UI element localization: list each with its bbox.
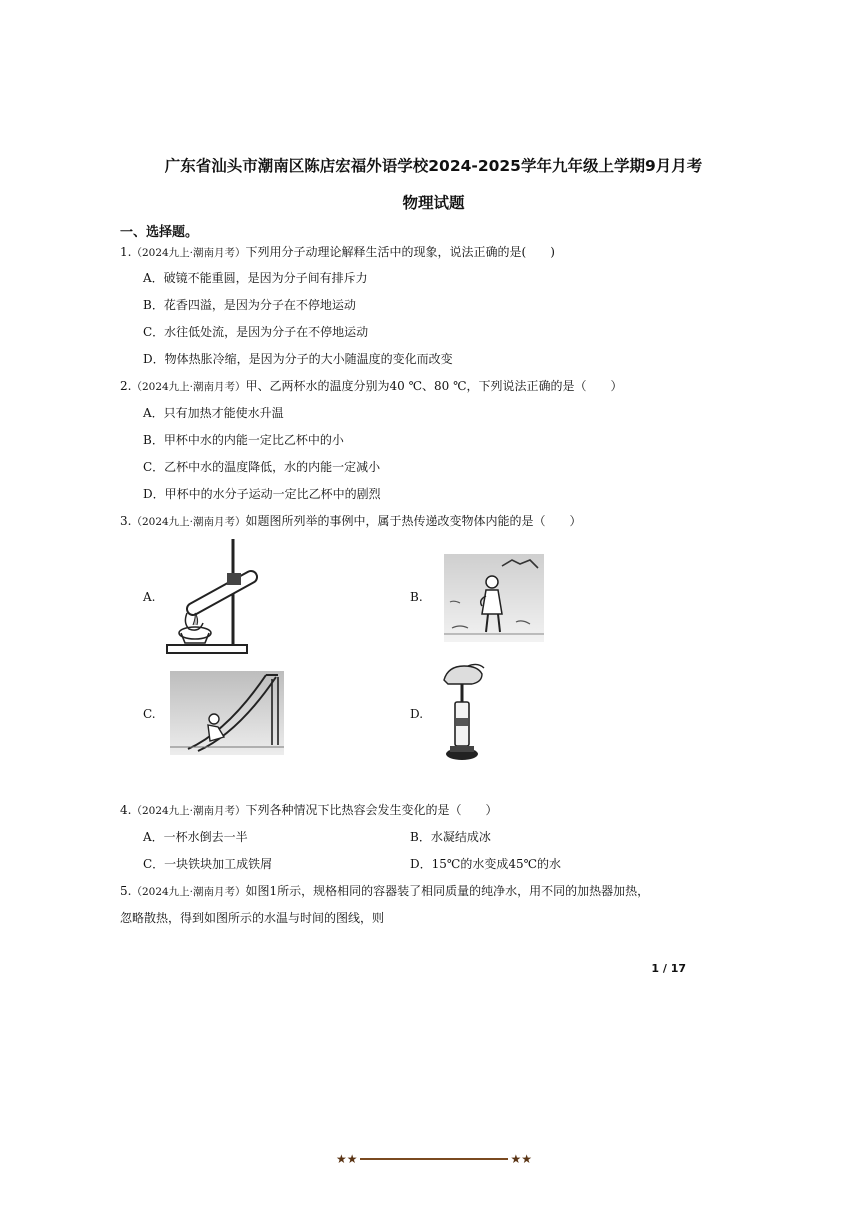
question-1 [120,243,555,260]
page-number: 1 / 17 [651,962,686,975]
q3-label-c: C. [143,707,156,721]
q1-option-d: D．物体热胀冷缩，是因为分子的大小随温度的变化而改变 [143,352,453,366]
question-5-continued: 忽略散热，得到如图所示的水温与时间的图线，则 [120,911,385,925]
q2-option-b: B．甲杯中水的内能一定比乙杯中的小 [143,433,344,447]
hand-warming-in-cold-figure [442,552,546,644]
star-icon: ★★ [510,1152,532,1166]
question-source-tag: （2024九上·潮南月考） [131,805,246,817]
q4-option-b: B．水凝结成冰 [410,830,491,844]
q3-label-d: D. [410,707,424,721]
q3-label-a: A. [143,590,156,604]
question-5 [120,882,649,899]
air-pump-compression-figure [436,662,488,764]
q3-label-b: B. [410,590,423,604]
test-tube-heating-figure [163,537,263,657]
q2-option-a: A．只有加热才能使水升温 [143,406,284,420]
footer-ornament [336,1150,532,1168]
question-4 [120,801,498,818]
question-stem: 下列各种情况下比热容会发生变化的是（ ） [245,803,498,817]
q1-option-b: B．花香四溢，是因为分子在不停地运动 [143,298,356,312]
question-stem: 下列用分子动理论解释生活中的现象，说法正确的是( ) [245,245,555,259]
star-icon: ★★ [336,1152,358,1166]
question-2 [120,377,623,394]
q4-option-d: D．15℃的水变成45℃的水 [410,857,562,871]
question-source-tag: （2024九上·潮南月考） [131,886,246,898]
question-number: 3. [120,514,132,528]
question-source-tag: （2024九上·潮南月考） [131,247,246,259]
q2-option-d: D．甲杯中的水分子运动一定比乙杯中的剧烈 [143,487,381,501]
q2-option-c: C．乙杯中水的温度降低，水的内能一定减小 [143,460,381,474]
q1-option-c: C．水往低处流，是因为分子在不停地运动 [143,325,369,339]
question-stem: 甲、乙两杯水的温度分别为40 ℃、80 ℃，下列说法正确的是（ ） [245,379,623,393]
section-heading: 一、选择题。 [120,225,199,240]
exam-subtitle: 物理试题 [402,194,465,212]
child-on-slide-figure [168,667,286,759]
question-number: 5. [120,884,132,898]
question-number: 1. [120,245,132,259]
question-3 [120,512,582,529]
question-source-tag: （2024九上·潮南月考） [131,516,246,528]
q4-option-c: C．一块铁块加工成铁屑 [143,857,273,871]
q1-option-a: A．破镜不能重圆，是因为分子间有排斥力 [143,271,368,285]
footer-rule [360,1158,509,1159]
exam-title: 广东省汕头市潮南区陈店宏福外语学校2024-2025学年九年级上学期9月月考 [164,157,703,175]
question-number: 2. [120,379,132,393]
question-stem: 如图1所示，规格相同的容器装了相同质量的纯净水，用不同的加热器加热， [245,884,650,898]
question-number: 4. [120,803,132,817]
q4-option-a: A．一杯水倒去一半 [143,830,248,844]
question-stem: 如题图所列举的事例中，属于热传递改变物体内能的是（ ） [245,514,582,528]
question-source-tag: （2024九上·潮南月考） [131,381,246,393]
